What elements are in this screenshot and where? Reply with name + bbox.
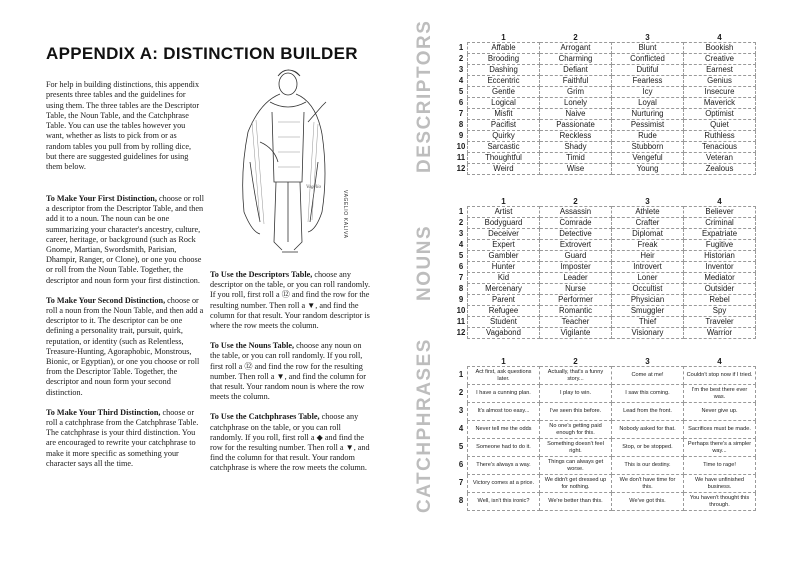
row-number: 9 (458, 131, 464, 140)
table-cell: Introvert (612, 262, 684, 273)
table-row (455, 421, 756, 439)
table-row (455, 43, 756, 54)
table-row (455, 403, 756, 421)
table-cell: There's always a way. (468, 457, 540, 475)
table-cell: Brooding (468, 54, 540, 65)
table-cell: Criminal (684, 218, 756, 229)
row-number: 5 (458, 442, 464, 452)
use-descriptors-heading: To Use the Descriptors Table, (210, 270, 313, 279)
table-row (455, 493, 756, 511)
table-cell: Romantic (540, 306, 612, 317)
table-cell: I'm the best there ever was. (684, 385, 756, 403)
table-cell: We have unfinished business. (684, 475, 756, 493)
row-number: 6 (458, 262, 464, 271)
table-cell: Lead from the front. (612, 403, 684, 421)
row-number: 2 (458, 218, 464, 227)
table-cell: Never give up. (684, 403, 756, 421)
row-number: 1 (458, 43, 464, 52)
table-cell: Quirky (468, 131, 540, 142)
table-cell: Time to rage! (684, 457, 756, 475)
first-distinction-section (46, 194, 206, 286)
table-cell: Victory comes at a price. (468, 475, 540, 493)
table-cell: No one's getting paid enough for this. (540, 421, 612, 439)
table-cell: Deceiver (468, 229, 540, 240)
table-cell: Timid (540, 153, 612, 164)
table-cell: Vigilante (540, 328, 612, 339)
table-cell: Perhaps there's a simpler way... (684, 439, 756, 457)
table-cell: Traveler (684, 317, 756, 328)
table-row (455, 164, 756, 175)
table-row (455, 131, 756, 142)
table-cell: Artist (468, 207, 540, 218)
table-cell: Grim (540, 87, 612, 98)
table-cell: Optimist (684, 109, 756, 120)
use-catchphrases-heading: To Use the Catchphrases Table, (210, 412, 320, 422)
table-cell: Hunter (468, 262, 540, 273)
table-instructions (210, 270, 370, 484)
catchphrases-label: CATCHPHRASES (414, 338, 435, 513)
table-cell: I saw this coming. (612, 385, 684, 403)
table-cell: Loner (612, 273, 684, 284)
row-number: 11 (456, 153, 466, 162)
table-row (455, 328, 756, 339)
row-number: 10 (456, 142, 466, 151)
row-number: 2 (458, 54, 464, 63)
table-cell: Stop, or be stopped. (612, 439, 684, 457)
table-cell: Fugitive (684, 240, 756, 251)
table-cell: Logical (468, 98, 540, 109)
nouns-label: NOUNS (414, 224, 435, 301)
table-cell: Naive (540, 109, 612, 120)
page-title: APPENDIX A: DISTINCTION BUILDER (46, 44, 358, 63)
table-cell: Reckless (540, 131, 612, 142)
header-corner (455, 196, 468, 207)
row-number: 8 (458, 496, 464, 506)
row-number: 3 (458, 229, 464, 238)
table-cell: Pessimist (612, 120, 684, 131)
table-row (455, 229, 756, 240)
table-row (455, 457, 756, 475)
table-cell: Expert (468, 240, 540, 251)
use-descriptors-section (210, 270, 370, 331)
table-header-row (455, 32, 756, 43)
use-catchphrases-text: choose any catchphrase on the table, or you can roll randomly. If you roll, first roll a ◆ and find the row for the resulting number. Then roll a ▼, and find the column for that result. Your random catchphrase is where the row meets the column. (210, 412, 370, 473)
table-cell: Sacrifices must be made. (684, 421, 756, 439)
row-number: 3 (458, 406, 464, 416)
second-distinction-text: choose or roll a noun from the Noun Table, and then add a descriptor to it. The descriptor can be one defining a personality trait, pursuit, quirk, reputation, or identity (such as Relentless, Treasure-Hunting, Agoraphobic, Monstrous, Bionic, or Egyptian), or one you choose or roll from the Descriptor Table. Together, the descriptor and noun form your second distinction. (46, 295, 204, 397)
row-number: 4 (458, 240, 464, 249)
column-header: 3 (645, 356, 650, 366)
table-cell: Athlete (612, 207, 684, 218)
column-header: 4 (717, 356, 722, 366)
table-cell: I have a cunning plan. (468, 385, 540, 403)
table-row (455, 317, 756, 328)
column-header: 3 (645, 196, 650, 206)
table-cell: Teacher (540, 317, 612, 328)
table-cell: Insecure (684, 87, 756, 98)
table-cell: Well, isn't this ironic? (468, 493, 540, 511)
table-cell: Weird (468, 164, 540, 175)
table-cell: Historian (684, 251, 756, 262)
table-cell: Rude (612, 131, 684, 142)
character-illustration (230, 62, 336, 258)
use-nouns-text: choose any noun on the table, or you can roll randomly. If you roll, first roll a ⑫ and find the row for the resulting number. Then roll a ▼, and find the column for that result. Your random noun is where the row meets the column. (210, 341, 366, 402)
row-number: 11 (456, 317, 466, 326)
use-nouns-heading: To Use the Nouns Table, (210, 341, 295, 351)
column-header: 4 (717, 32, 722, 42)
table-cell: Freak (612, 240, 684, 251)
descriptors-label: DESCRIPTORS (414, 19, 435, 173)
table-cell: Something doesn't feel right. (540, 439, 612, 457)
table-cell: Visionary (612, 328, 684, 339)
table-cell: We didn't get dressed up for nothing. (540, 475, 612, 493)
table-cell: Dashing (468, 65, 540, 76)
table-cell: Eccentric (468, 76, 540, 87)
table-cell: Maverick (684, 98, 756, 109)
header-corner (455, 356, 468, 367)
row-number: 8 (458, 284, 464, 293)
table-cell: Arrogant (540, 43, 612, 54)
table-row (455, 120, 756, 131)
table-cell: Nobody asked for that. (612, 421, 684, 439)
table-cell: Gambler (468, 251, 540, 262)
table-cell: Detective (540, 229, 612, 240)
illustration-credit: VAGELIO KALIVA (342, 190, 348, 239)
table-cell: Parent (468, 295, 540, 306)
row-number: 12 (456, 164, 466, 173)
table-cell: Imposter (540, 262, 612, 273)
table-cell: Vengeful (612, 153, 684, 164)
intro-paragraph: For help in building distinctions, this appendix presents three tables and the guidelines for using them. The three tables are the Descriptor Table, the Noun Table, and the Catchphrase Table. You can use the tables however you want, whether as lists to pick from or as random tables you pull from by rolling dice, but there are suggested guidelines for using them below. (46, 80, 200, 172)
table-cell: Rebel (684, 295, 756, 306)
table-cell: Veteran (684, 153, 756, 164)
row-number: 9 (458, 295, 464, 304)
table-cell: Crafter (612, 218, 684, 229)
nouns-table (455, 196, 756, 339)
table-row (455, 76, 756, 87)
table-row (455, 142, 756, 153)
table-cell: Believer (684, 207, 756, 218)
table-cell: Bookish (684, 43, 756, 54)
table-cell: Defiant (540, 65, 612, 76)
table-cell: We're better than this. (540, 493, 612, 511)
row-number: 12 (456, 328, 466, 337)
row-number: 3 (458, 65, 464, 74)
table-cell: Zealous (684, 164, 756, 175)
table-cell: Charming (540, 54, 612, 65)
table-cell: Tenacious (684, 142, 756, 153)
table-row (455, 240, 756, 251)
table-cell: We don't have time for this. (612, 475, 684, 493)
table-cell: Bodyguard (468, 218, 540, 229)
table-cell: Sarcastic (468, 142, 540, 153)
table-cell: Quiet (684, 120, 756, 131)
table-cell: Heir (612, 251, 684, 262)
table-row (455, 385, 756, 403)
third-distinction-section (46, 408, 206, 469)
table-row (455, 65, 756, 76)
descriptors-table (455, 32, 756, 175)
row-number: 6 (458, 460, 464, 470)
table-cell: Diplomat (612, 229, 684, 240)
row-number: 10 (456, 306, 466, 315)
table-cell: Occultist (612, 284, 684, 295)
third-distinction-text: choose or roll a catchphrase from the Catchphrase Table. The catchphrase is your third distinction. You are encouraged to rewrite your catchphrase to make it more specific as something your character says all the time. (46, 407, 199, 468)
table-cell: Earnest (684, 65, 756, 76)
use-catchphrases-section (210, 412, 370, 473)
table-cell: This is our destiny. (612, 457, 684, 475)
column-header: 3 (645, 32, 650, 42)
table-row (455, 262, 756, 273)
table-header-row (455, 356, 756, 367)
table-cell: Leader (540, 273, 612, 284)
table-cell: Misfit (468, 109, 540, 120)
column-header: 4 (717, 196, 722, 206)
table-cell: Never tell me the odds (468, 421, 540, 439)
row-number: 2 (458, 388, 464, 398)
second-distinction-heading: To Make Your Second Distinction, (46, 295, 166, 305)
row-number: 8 (458, 120, 464, 129)
table-cell: Smuggler (612, 306, 684, 317)
table-cell: Outsider (684, 284, 756, 295)
row-number: 6 (458, 98, 464, 107)
table-row (455, 295, 756, 306)
right-page (397, 0, 794, 562)
column-header: 2 (573, 196, 578, 206)
use-nouns-section (210, 341, 370, 402)
table-cell: Act first, ask questions later. (468, 367, 540, 385)
table-cell: Warrior (684, 328, 756, 339)
table-cell: Extrovert (540, 240, 612, 251)
table-cell: I play to win. (540, 385, 612, 403)
table-cell: Inventor (684, 262, 756, 273)
table-cell: Pacifist (468, 120, 540, 131)
table-cell: Student (468, 317, 540, 328)
row-number: 1 (458, 207, 464, 216)
table-cell: Refugee (468, 306, 540, 317)
table-cell: Affable (468, 43, 540, 54)
row-number: 4 (458, 76, 464, 85)
table-cell: Mediator (684, 273, 756, 284)
distinction-instructions (46, 194, 206, 479)
illustration-signature: Vagelio (306, 185, 321, 190)
table-row (455, 153, 756, 164)
table-cell: Actually, that's a funny story... (540, 367, 612, 385)
use-descriptors-text: choose any descriptor on the table, or you can roll randomly. If you roll, first roll a ⑫ and find the row for the resulting number. Then roll a ▼, and find the column for that result. Your random descriptor is where the row meets the column. (210, 270, 370, 331)
table-cell: Lonely (540, 98, 612, 109)
row-number: 7 (458, 273, 464, 282)
table-cell: Conflicted (612, 54, 684, 65)
table-cell: Wise (540, 164, 612, 175)
table-cell: Loyal (612, 98, 684, 109)
table-cell: Ruthless (684, 131, 756, 142)
table-cell: Genius (684, 76, 756, 87)
second-distinction-section (46, 296, 206, 398)
table-cell: Spy (684, 306, 756, 317)
table-cell: Things can always get worse. (540, 457, 612, 475)
column-header: 1 (501, 356, 506, 366)
first-distinction-heading: To Make Your First Distinction, (46, 194, 157, 203)
table-row (455, 367, 756, 385)
table-row (455, 87, 756, 98)
row-number: 7 (458, 478, 464, 488)
table-cell: Comrade (540, 218, 612, 229)
table-cell: Mercenary (468, 284, 540, 295)
table-row (455, 251, 756, 262)
table-row (455, 54, 756, 65)
row-number: 5 (458, 251, 464, 260)
catchphrases-table (455, 356, 756, 511)
table-cell: Performer (540, 295, 612, 306)
table-cell: Blunt (612, 43, 684, 54)
table-cell: Expatriate (684, 229, 756, 240)
table-cell: Young (612, 164, 684, 175)
table-cell: Nurse (540, 284, 612, 295)
table-cell: Couldn't stop now if I tried. (684, 367, 756, 385)
table-cell: Shady (540, 142, 612, 153)
table-cell: You haven't thought this through. (684, 493, 756, 511)
table-cell: It's almost too easy... (468, 403, 540, 421)
column-header: 1 (501, 32, 506, 42)
table-cell: Nurturing (612, 109, 684, 120)
table-cell: Guard (540, 251, 612, 262)
table-header-row (455, 196, 756, 207)
table-cell: We've got this. (612, 493, 684, 511)
table-cell: Faithful (540, 76, 612, 87)
row-number: 1 (458, 370, 464, 380)
table-row (455, 284, 756, 295)
first-distinction-text: choose or roll a descriptor from the Descriptor Table, and then add it to a noun. The noun can be one summarizing your character's ancestry, culture, career, heritage, or background (such as Rock Gnome, Martian, Swordsmith, Parisian, Dhampir, Ranger, or Clone), or one you choose or roll from the Noun Table. Together, the descriptor and noun form your first distinction. (46, 194, 204, 285)
table-cell: Gentle (468, 87, 540, 98)
table-cell: Physician (612, 295, 684, 306)
table-cell: Someone had to do it. (468, 439, 540, 457)
column-header: 1 (501, 196, 506, 206)
table-cell: Come at me! (612, 367, 684, 385)
table-cell: Icy (612, 87, 684, 98)
row-number: 5 (458, 87, 464, 96)
row-number: 7 (458, 109, 464, 118)
table-row (455, 98, 756, 109)
table-cell: Assassin (540, 207, 612, 218)
table-cell: Vagabond (468, 328, 540, 339)
table-cell: Thoughtful (468, 153, 540, 164)
row-number: 4 (458, 424, 464, 434)
table-row (455, 273, 756, 284)
table-row (455, 306, 756, 317)
header-corner (455, 32, 468, 43)
table-cell: Creative (684, 54, 756, 65)
table-row (455, 218, 756, 229)
column-header: 2 (573, 32, 578, 42)
table-row (455, 109, 756, 120)
table-cell: Dutiful (612, 65, 684, 76)
third-distinction-heading: To Make Your Third Distinction, (46, 407, 161, 417)
table-cell: Fearless (612, 76, 684, 87)
table-cell: Thief (612, 317, 684, 328)
table-row (455, 475, 756, 493)
table-cell: Kid (468, 273, 540, 284)
table-cell: Passionate (540, 120, 612, 131)
table-cell: I've seen this before. (540, 403, 612, 421)
table-row (455, 207, 756, 218)
column-header: 2 (573, 356, 578, 366)
table-cell: Stubborn (612, 142, 684, 153)
table-row (455, 439, 756, 457)
